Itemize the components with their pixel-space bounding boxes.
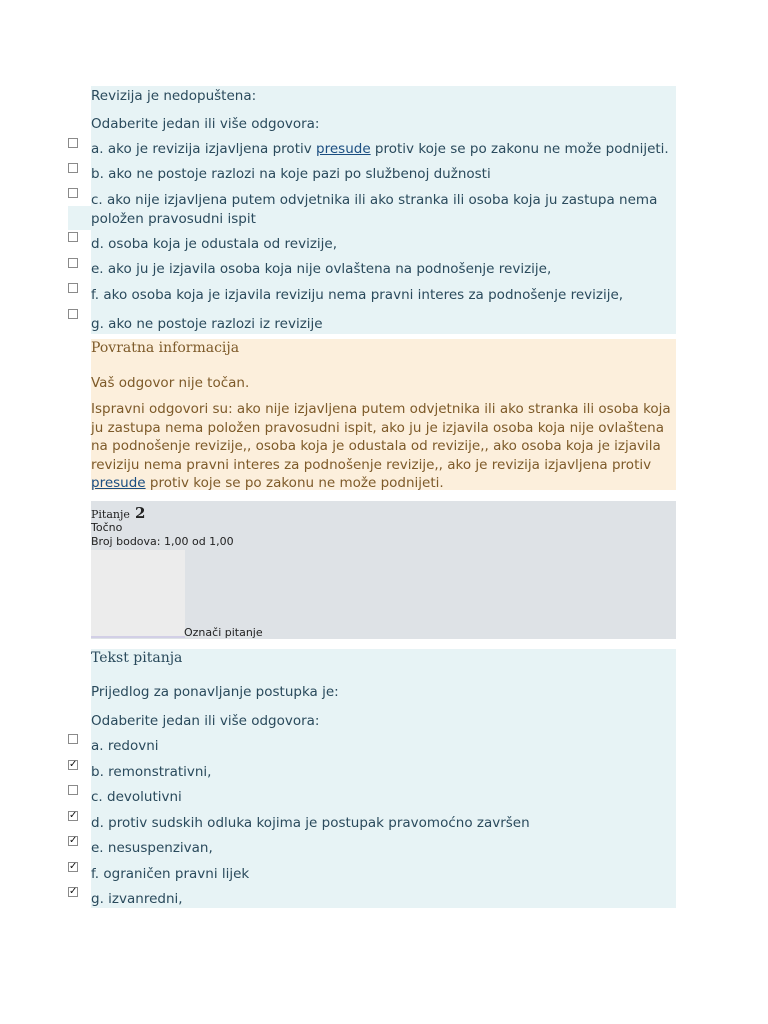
option-d[interactable] (91, 236, 337, 253)
q2-option-b[interactable] (91, 764, 211, 781)
option-text: ako osoba koja je izjavila reviziju nema pravni interes za podnošenje revizije, (103, 287, 624, 303)
option-f-checkbox[interactable] (68, 283, 78, 293)
q2-option-e-checkbox[interactable]: ✓ (69, 835, 78, 846)
feedback-verdict: Vaš odgovor nije točan. (91, 375, 250, 391)
option-letter: d. (91, 236, 104, 252)
option-letter: d. (91, 815, 104, 831)
option-letter: e. (91, 261, 104, 277)
question2-instruction: Odaberite jedan ili više odgovora: (91, 713, 320, 729)
correct-answers-text-end: protiv koje se po zakonu ne može podnijeti. (145, 475, 444, 491)
option-letter: a. (91, 738, 104, 754)
q2-option-d-checkbox[interactable]: ✓ (69, 810, 78, 821)
option-e[interactable] (91, 261, 551, 278)
option-g[interactable] (91, 316, 323, 333)
option-c-line2: položen pravosudni ispit (91, 211, 256, 227)
option-text: ograničen pravni lijek (103, 866, 250, 882)
feedback-title: Povratna informacija (91, 340, 240, 356)
option-text: ako ne postoje razlozi na koje pazi po službenoj dužnosti (108, 166, 491, 182)
feedback-correct-answers (91, 400, 675, 493)
q2-option-c-checkbox[interactable] (68, 785, 78, 795)
question1-instruction: Odaberite jedan ili više odgovora: (91, 116, 320, 132)
option-text: nesuspenzivan, (107, 840, 213, 856)
option-a-text-pre: ako je revizija izjavljena protiv (107, 141, 317, 157)
q2-option-d[interactable] (91, 815, 530, 832)
flag-placeholder (91, 550, 185, 638)
q2-option-b-checkbox[interactable]: ✓ (69, 759, 78, 770)
option-text: ako nije izjavljena putem odvjetnika ili ako stranka ili osoba koja ju zastupa nema (107, 192, 658, 208)
q2-option-f-checkbox[interactable]: ✓ (69, 861, 78, 872)
option-letter: b. (91, 764, 104, 780)
option-b-checkbox[interactable] (68, 163, 78, 173)
q2-option-f[interactable] (91, 866, 249, 883)
question1-prompt: Revizija je nedopuštena: (91, 88, 257, 104)
presude-link[interactable]: presude (91, 475, 146, 491)
question-text-title: Tekst pitanja (91, 650, 183, 666)
option-text: ako ju je izjavila osoba koja nije ovlaštena na podnošenje revizije, (107, 261, 552, 277)
q2-option-a-checkbox[interactable] (68, 734, 78, 744)
option-text: remonstrativni, (108, 764, 212, 780)
option-d-checkbox[interactable] (68, 232, 78, 242)
question-score: Broj bodova: 1,00 od 1,00 (91, 535, 234, 548)
question-number-value: 2 (135, 504, 146, 522)
option-text: ako ne postoje razlozi iz revizije (108, 316, 323, 332)
question2-prompt: Prijedlog za ponavljanje postupka je: (91, 684, 339, 700)
option-a[interactable] (91, 141, 669, 158)
q2-option-e[interactable] (91, 840, 213, 857)
presude-link[interactable]: presude (316, 141, 371, 157)
option-text: devolutivni (107, 789, 182, 805)
option-letter: c. (91, 789, 103, 805)
option-letter: f. (91, 287, 100, 303)
option-c-checkbox[interactable] (68, 188, 78, 198)
q2-option-c[interactable] (91, 789, 182, 806)
question-label: Pitanje (91, 508, 130, 521)
option-letter: a. (91, 141, 104, 157)
option-b[interactable] (91, 166, 491, 183)
option-f[interactable] (91, 287, 623, 304)
option-e-checkbox[interactable] (68, 258, 78, 268)
option-letter: c. (91, 192, 103, 208)
option-a-checkbox[interactable] (68, 138, 78, 148)
option-a-text-post: protiv koje se po zakonu ne može podnijeti. (370, 141, 669, 157)
option-letter: g. (91, 891, 104, 907)
flag-question-link[interactable]: Označi pitanje (184, 626, 263, 639)
q2-option-g[interactable] (91, 891, 183, 908)
option-text: izvanredni, (108, 891, 183, 907)
correct-answers-text: Ispravni odgovori su: ako nije izjavljena putem odvjetnika ili ako stranka ili osoba koja ju zastupa nema položen pravosudni ispit, ako ju je izjavila osoba koja nije ovlaštena na podnošenje revizije,, osoba koja je odustala od revizije,, ako osoba koja je izjavila reviziju nema pravni interes za podnošenje revizije,, ako je revizija izjavljena protiv (91, 401, 671, 473)
option-letter: b. (91, 166, 104, 182)
question-status: Točno (91, 521, 123, 534)
option-c[interactable] (91, 192, 657, 209)
option-letter: g. (91, 316, 104, 332)
q2-option-g-checkbox[interactable]: ✓ (69, 886, 78, 897)
option-letter: f. (91, 866, 100, 882)
q2-option-a[interactable] (91, 738, 159, 755)
option-text: redovni (107, 738, 159, 754)
option-g-checkbox[interactable] (68, 309, 78, 319)
option-letter: e. (91, 840, 104, 856)
option-text: protiv sudskih odluka kojima je postupak pravomoćno završen (108, 815, 530, 831)
option-text: osoba koja je odustala od revizije, (108, 236, 338, 252)
question-number (91, 503, 145, 522)
